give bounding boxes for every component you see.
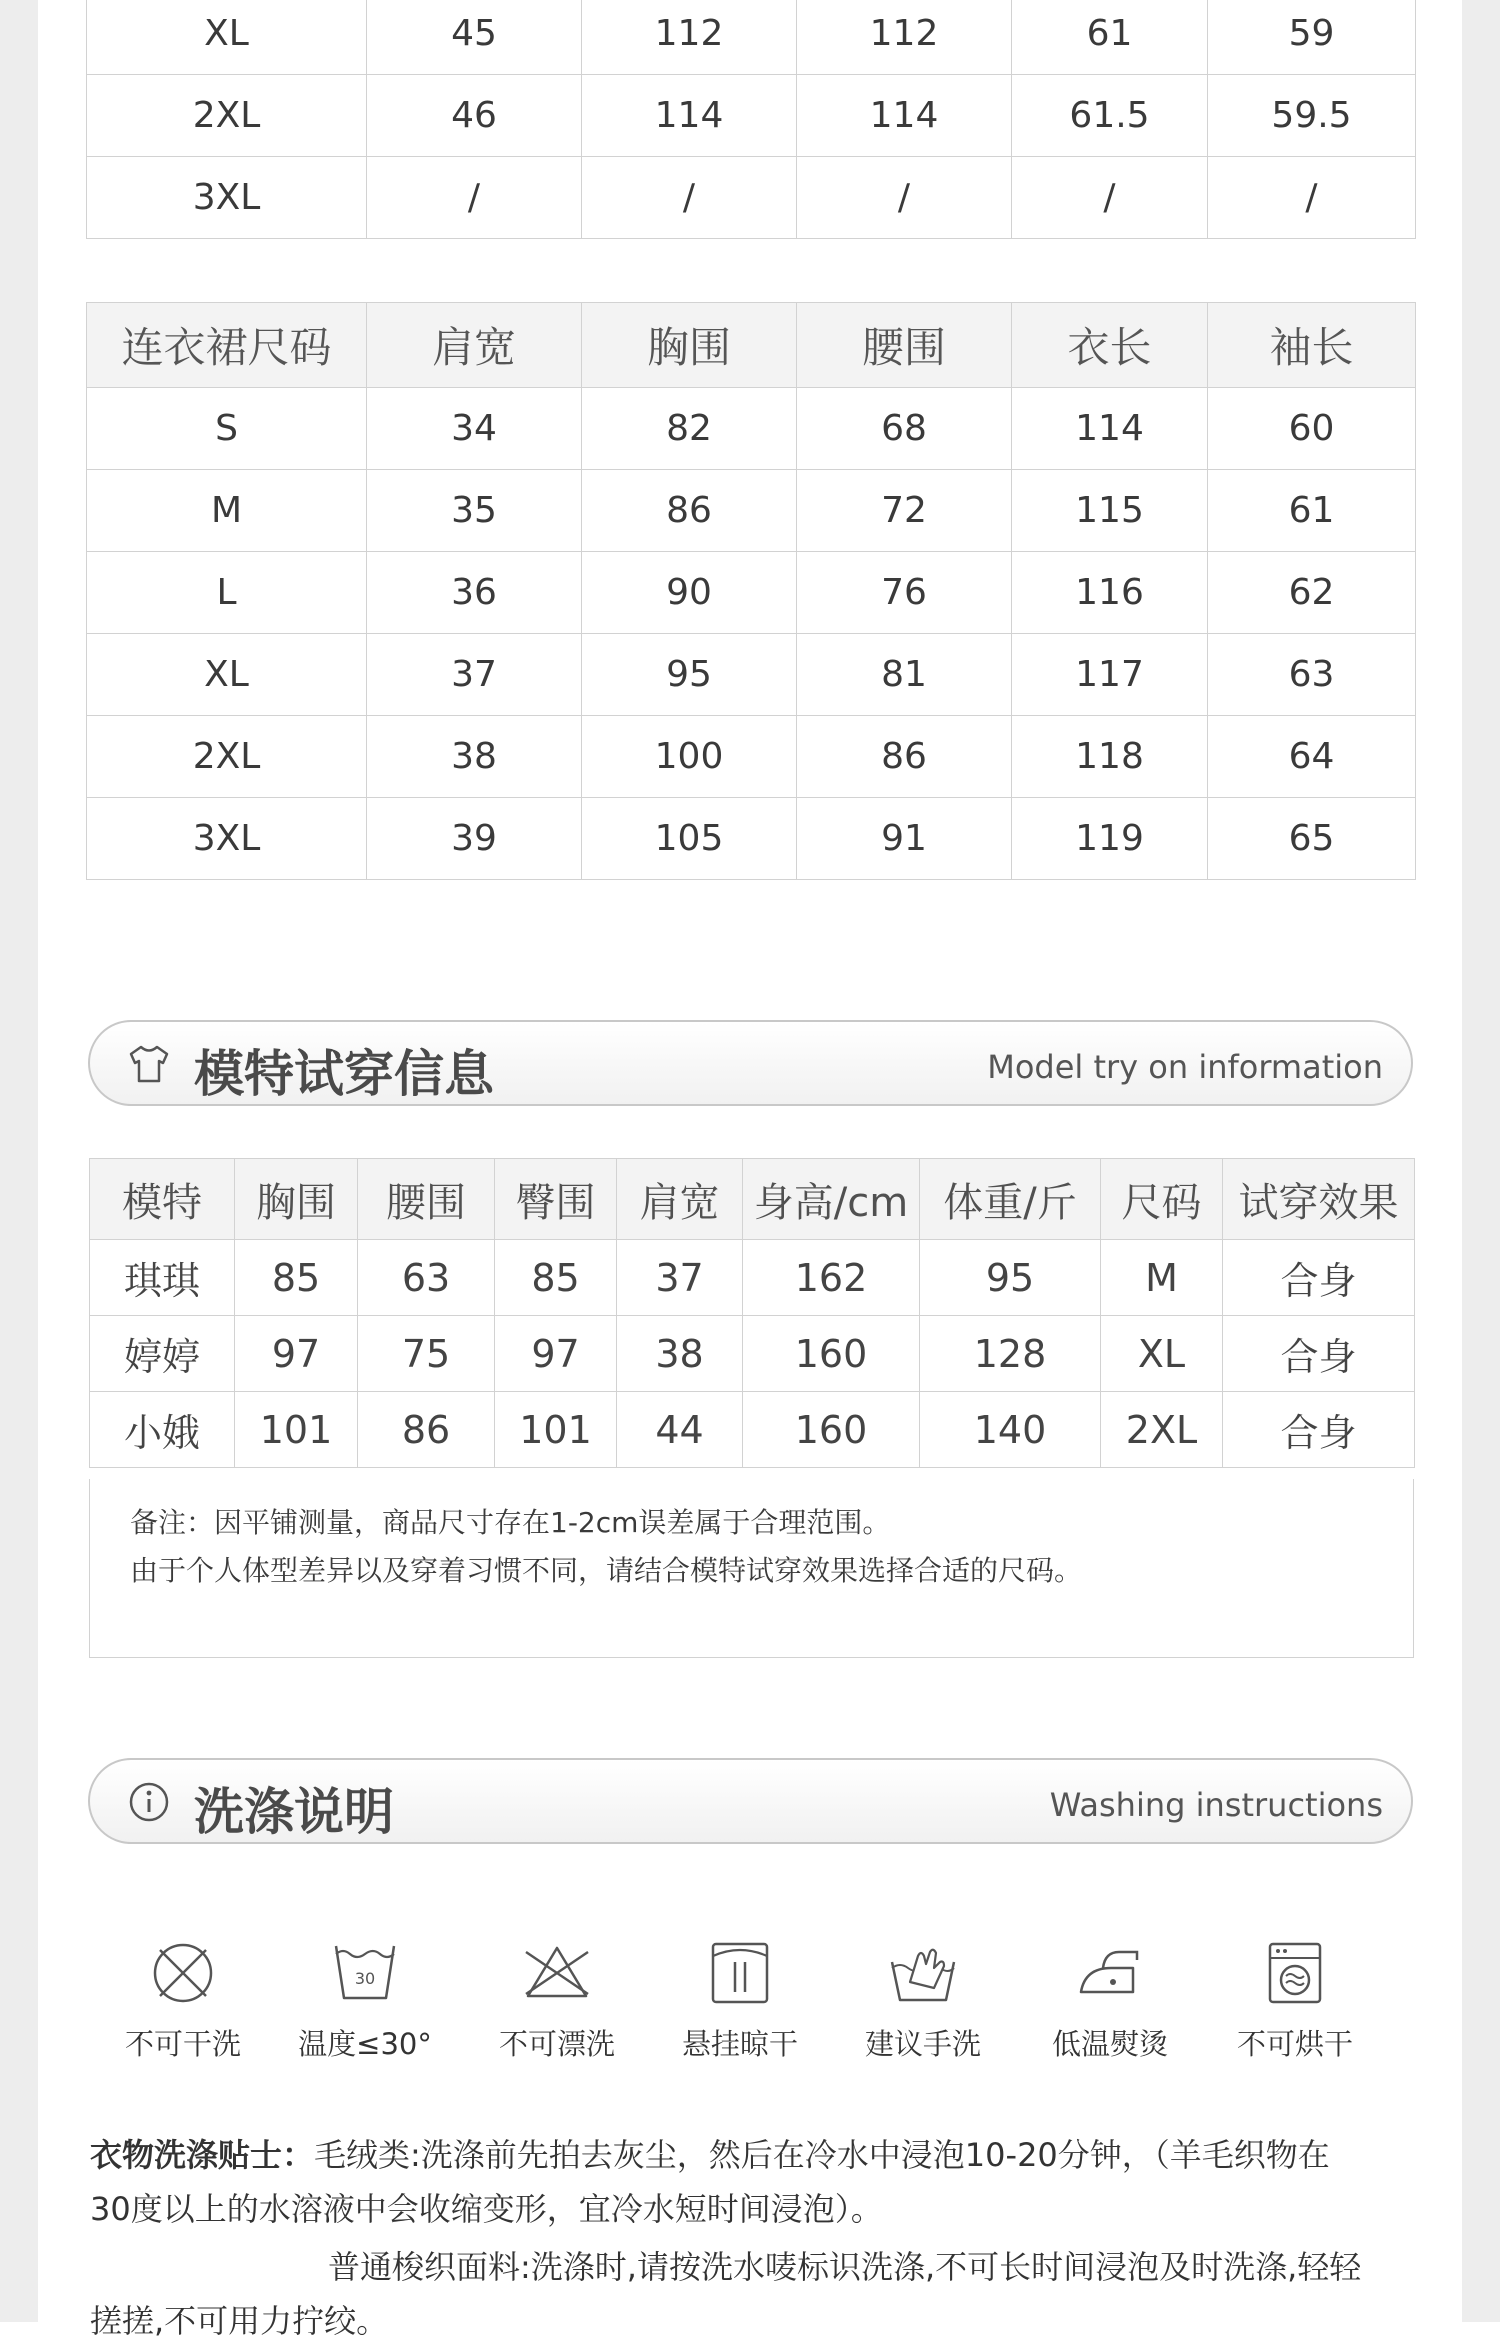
wash-tips-text: 毛绒类:洗涤前先拍去灰尘，然后在冷水中浸泡10-20分钟，（羊毛织物在 bbox=[314, 2136, 1330, 2174]
wash-tips-line: 搓搓,不可用力拧绞。 bbox=[90, 2302, 389, 2340]
section-title: 模特试穿信息 bbox=[194, 1045, 494, 1103]
column-header: 腰围 bbox=[797, 303, 1012, 388]
care-item-hand-wash bbox=[838, 1938, 1008, 2063]
table-cell: 小娥 bbox=[90, 1392, 235, 1468]
table-cell: 65 bbox=[1208, 798, 1416, 880]
table-cell: M bbox=[87, 470, 367, 552]
table-row bbox=[87, 552, 1416, 634]
table-cell: 63 bbox=[358, 1240, 495, 1316]
low-iron-icon bbox=[1075, 1938, 1145, 2008]
column-header: 肩宽 bbox=[367, 303, 582, 388]
column-header: 臀围 bbox=[495, 1159, 617, 1240]
care-label: 温度≤30° bbox=[298, 2027, 432, 2061]
no-tumble-dry-icon bbox=[1260, 1938, 1330, 2008]
care-item-no-dry-clean bbox=[98, 1938, 268, 2063]
table-cell: 140 bbox=[920, 1392, 1101, 1468]
table-cell: 105 bbox=[582, 798, 797, 880]
table-cell: 72 bbox=[797, 470, 1012, 552]
note-line: 由于个人体型差异以及穿着习惯不同，请结合模特试穿效果选择合适的尺码。 bbox=[130, 1554, 1083, 1587]
model-info-banner bbox=[88, 1020, 1413, 1106]
table-cell: 81 bbox=[797, 634, 1012, 716]
table-cell: 2XL bbox=[87, 75, 367, 157]
table-cell: 97 bbox=[495, 1316, 617, 1392]
care-label: 建议手洗 bbox=[864, 2027, 981, 2061]
table-cell: 62 bbox=[1208, 552, 1416, 634]
model-table bbox=[89, 1158, 1415, 1468]
care-label: 不可烘干 bbox=[1236, 2027, 1353, 2061]
table-cell: 101 bbox=[495, 1392, 617, 1468]
table-cell: 117 bbox=[1012, 634, 1208, 716]
table-cell: 64 bbox=[1208, 716, 1416, 798]
table-cell: XL bbox=[1101, 1316, 1223, 1392]
table-cell: 2XL bbox=[87, 716, 367, 798]
table-row bbox=[87, 634, 1416, 716]
table-row bbox=[87, 798, 1416, 880]
table-cell: 3XL bbox=[87, 157, 367, 239]
table-cell: / bbox=[367, 157, 582, 239]
note-line: 备注：因平铺测量，商品尺寸存在1-2cm误差属于合理范围。 bbox=[130, 1506, 891, 1539]
column-header: 模特 bbox=[90, 1159, 235, 1240]
table-cell: 60 bbox=[1208, 388, 1416, 470]
no-bleach-icon bbox=[522, 1938, 592, 2008]
column-header: 试穿效果 bbox=[1223, 1159, 1415, 1240]
table-cell: 合身 bbox=[1223, 1240, 1415, 1316]
model-note-box bbox=[89, 1479, 1414, 1658]
care-item-no-tumble-dry bbox=[1210, 1938, 1380, 2063]
table-cell: 琪琪 bbox=[90, 1240, 235, 1316]
table-cell: 38 bbox=[367, 716, 582, 798]
care-item-hang-dry bbox=[655, 1938, 825, 2063]
section-subtitle: Model try on information bbox=[987, 1048, 1383, 1086]
table-cell: 61.5 bbox=[1012, 75, 1208, 157]
table-cell: 合身 bbox=[1223, 1392, 1415, 1468]
table-cell: 2XL bbox=[1101, 1392, 1223, 1468]
no-dry-clean-icon bbox=[148, 1938, 218, 2008]
section-subtitle: Washing instructions bbox=[1049, 1786, 1383, 1824]
table-cell: 90 bbox=[582, 552, 797, 634]
table-cell: 76 bbox=[797, 552, 1012, 634]
table-cell: / bbox=[1208, 157, 1416, 239]
table-cell: 86 bbox=[358, 1392, 495, 1468]
column-header: 腰围 bbox=[358, 1159, 495, 1240]
table-cell: 114 bbox=[582, 75, 797, 157]
table-cell: S bbox=[87, 388, 367, 470]
table-cell: 85 bbox=[235, 1240, 358, 1316]
table-cell: L bbox=[87, 552, 367, 634]
table-cell: 114 bbox=[797, 75, 1012, 157]
table-cell: 61 bbox=[1012, 0, 1208, 75]
info-icon bbox=[126, 1779, 172, 1825]
table-cell: 115 bbox=[1012, 470, 1208, 552]
column-header: 胸围 bbox=[582, 303, 797, 388]
table-cell: 36 bbox=[367, 552, 582, 634]
table-cell: M bbox=[1101, 1240, 1223, 1316]
table-row bbox=[90, 1316, 1415, 1392]
table-cell: / bbox=[1012, 157, 1208, 239]
table-cell: XL bbox=[87, 0, 367, 75]
size-table-dress bbox=[86, 302, 1416, 880]
column-header: 衣长 bbox=[1012, 303, 1208, 388]
table-row bbox=[87, 388, 1416, 470]
column-header: 肩宽 bbox=[617, 1159, 743, 1240]
wash-tips-line: 30度以上的水溶液中会收缩变形，宜冷水短时间浸泡）。 bbox=[90, 2190, 883, 2228]
table-cell: 95 bbox=[920, 1240, 1101, 1316]
table-row bbox=[87, 0, 1416, 75]
column-header: 袖长 bbox=[1208, 303, 1416, 388]
table-cell: 38 bbox=[617, 1316, 743, 1392]
table-cell: 97 bbox=[235, 1316, 358, 1392]
table-cell: 39 bbox=[367, 798, 582, 880]
column-header: 体重/斤 bbox=[920, 1159, 1101, 1240]
table-cell: 45 bbox=[367, 0, 582, 75]
care-item-wash-30 bbox=[280, 1938, 450, 2063]
table-cell: 44 bbox=[617, 1392, 743, 1468]
table-cell: 118 bbox=[1012, 716, 1208, 798]
table-cell: 86 bbox=[797, 716, 1012, 798]
table-cell: 婷婷 bbox=[90, 1316, 235, 1392]
column-header: 尺码 bbox=[1101, 1159, 1223, 1240]
care-label: 不可干洗 bbox=[124, 2027, 241, 2061]
column-header: 身高/cm bbox=[743, 1159, 920, 1240]
table-cell: 116 bbox=[1012, 552, 1208, 634]
table-cell: 63 bbox=[1208, 634, 1416, 716]
left-margin-band bbox=[0, 0, 38, 2322]
table-cell: 37 bbox=[617, 1240, 743, 1316]
table-cell: / bbox=[797, 157, 1012, 239]
table-cell: 162 bbox=[743, 1240, 920, 1316]
size-table-top bbox=[86, 0, 1416, 239]
care-label: 低温熨烫 bbox=[1051, 2027, 1168, 2061]
wash-30-icon bbox=[330, 1938, 400, 2008]
table-row bbox=[90, 1240, 1415, 1316]
washing-banner bbox=[88, 1758, 1413, 1844]
table-cell: 59.5 bbox=[1208, 75, 1416, 157]
table-row bbox=[87, 470, 1416, 552]
table-cell: 95 bbox=[582, 634, 797, 716]
column-header: 胸围 bbox=[235, 1159, 358, 1240]
table-cell: 112 bbox=[582, 0, 797, 75]
table-cell: 112 bbox=[797, 0, 1012, 75]
table-cell: 35 bbox=[367, 470, 582, 552]
table-cell: 37 bbox=[367, 634, 582, 716]
table-cell: 34 bbox=[367, 388, 582, 470]
table-row bbox=[90, 1392, 1415, 1468]
table-cell: 100 bbox=[582, 716, 797, 798]
hand-wash-icon bbox=[888, 1938, 958, 2008]
table-cell: 3XL bbox=[87, 798, 367, 880]
table-cell: 68 bbox=[797, 388, 1012, 470]
table-row bbox=[87, 716, 1416, 798]
table-cell: 75 bbox=[358, 1316, 495, 1392]
wash-tips-line: 普通梭织面料:洗涤时,请按洗水唛标识洗涤,不可长时间浸泡及时洗涤,轻轻 bbox=[328, 2248, 1362, 2286]
table-cell: 46 bbox=[367, 75, 582, 157]
table-cell: 101 bbox=[235, 1392, 358, 1468]
table-row bbox=[87, 157, 1416, 239]
table-header-row bbox=[90, 1159, 1415, 1240]
care-item-no-bleach bbox=[472, 1938, 642, 2063]
table-header-row bbox=[87, 303, 1416, 388]
table-cell: / bbox=[582, 157, 797, 239]
table-cell: 114 bbox=[1012, 388, 1208, 470]
wash-tips-label: 衣物洗涤贴士： bbox=[90, 2136, 315, 2174]
care-item-low-iron bbox=[1025, 1938, 1195, 2063]
table-cell: 160 bbox=[743, 1316, 920, 1392]
table-cell: 86 bbox=[582, 470, 797, 552]
wash-temp-mark: 30 bbox=[354, 1969, 376, 1988]
table-cell: 160 bbox=[743, 1392, 920, 1468]
wash-tips-line bbox=[90, 2130, 1430, 2176]
table-cell: 61 bbox=[1208, 470, 1416, 552]
care-label: 不可漂洗 bbox=[498, 2027, 615, 2061]
table-cell: 合身 bbox=[1223, 1316, 1415, 1392]
care-label: 悬挂晾干 bbox=[681, 2027, 798, 2061]
column-header: 连衣裙尺码 bbox=[87, 303, 367, 388]
table-cell: 85 bbox=[495, 1240, 617, 1316]
hang-dry-icon bbox=[705, 1938, 775, 2008]
table-cell: 119 bbox=[1012, 798, 1208, 880]
table-cell: XL bbox=[87, 634, 367, 716]
table-cell: 91 bbox=[797, 798, 1012, 880]
table-cell: 128 bbox=[920, 1316, 1101, 1392]
table-row bbox=[87, 75, 1416, 157]
right-margin-band bbox=[1462, 0, 1500, 2322]
table-cell: 59 bbox=[1208, 0, 1416, 75]
table-cell: 82 bbox=[582, 388, 797, 470]
section-title: 洗涤说明 bbox=[194, 1783, 394, 1841]
tshirt-icon bbox=[126, 1041, 172, 1087]
